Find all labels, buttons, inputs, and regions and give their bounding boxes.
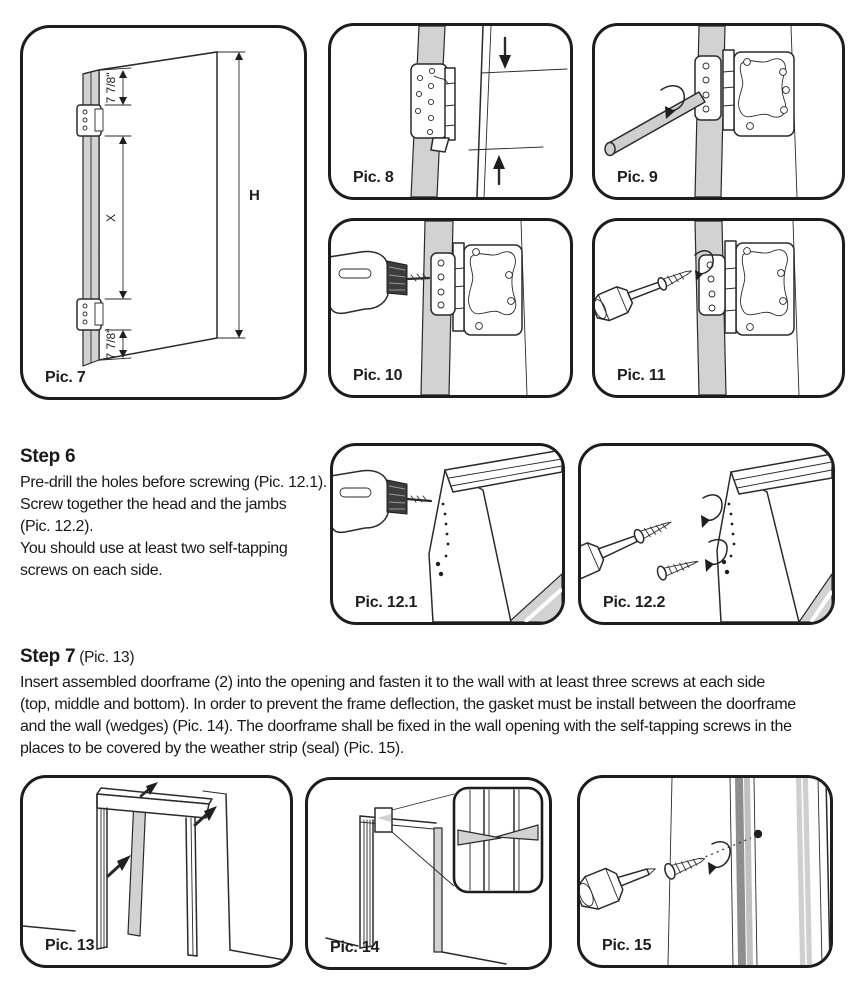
panel-pic8 — [328, 23, 573, 200]
panel-pic12-1 — [330, 443, 565, 625]
step6-line: screws on each side. — [20, 562, 163, 579]
wedge-location — [375, 808, 392, 832]
panel-pic12-2 — [578, 443, 835, 625]
step7-line: places to be covered by the weather strip (seal) (Pic. 15). — [20, 740, 404, 757]
screwdriver-icon — [580, 851, 661, 914]
step7-heading-ref: (Pic. 13) — [75, 649, 135, 666]
rotation-arrow-icon — [701, 495, 722, 528]
pic13-label: Pic. 13 — [45, 937, 95, 954]
insert-arrow-icon — [108, 855, 131, 876]
doorframe-strips — [668, 778, 830, 965]
pic14-label: Pic. 14 — [330, 939, 380, 956]
pic8-label: Pic. 8 — [353, 169, 394, 186]
wall-edge-strip — [128, 798, 146, 936]
panel-pic7 — [20, 25, 307, 400]
hinge-icon — [77, 299, 103, 330]
dim-top-label: 7 7/8" — [104, 72, 118, 104]
rotation-arrow-icon — [708, 842, 730, 875]
pic11-label: Pic. 11 — [617, 367, 666, 384]
screw-icon — [656, 555, 700, 581]
frame-corner — [429, 450, 562, 622]
step6-line: (Pic. 12.2). — [20, 518, 94, 535]
step6-section — [20, 446, 335, 582]
step6-line: Screw together the head and the jambs — [20, 496, 287, 513]
step6-heading: Step 6 — [20, 446, 76, 467]
frame-corner — [717, 454, 832, 622]
pic7-illustration — [23, 28, 304, 397]
dim-x-label: X — [104, 213, 118, 223]
drill-icon — [331, 252, 429, 314]
panel-pic14 — [305, 777, 552, 970]
panel-pic11 — [592, 218, 845, 398]
align-arrow-up-icon — [469, 147, 543, 184]
step7-heading: Step 7 (Pic. 13) — [20, 646, 135, 667]
pic7-label: Pic. 7 — [45, 369, 86, 386]
dim-height-label: H — [249, 187, 260, 204]
align-arrow-down-icon — [481, 38, 567, 73]
hinge-icon — [77, 105, 103, 136]
pic12-1-label: Pic. 12.1 — [355, 594, 418, 611]
panel-pic13 — [20, 775, 293, 968]
drill-icon — [333, 471, 431, 533]
step7-line: and the wall (wedges) (Pic. 14). The doorframe shall be fixed in the wall opening with the self-tapping screws in the — [20, 718, 792, 735]
wall-opening — [23, 791, 290, 961]
dim-bottom-label: 7 7/8" — [104, 328, 118, 360]
step6-line: Pre-drill the holes before screwing (Pic. 12.1). — [20, 474, 327, 491]
step6-line: You should use at least two self-tapping — [20, 540, 288, 557]
step7-section — [20, 646, 850, 760]
screw-hole — [754, 830, 762, 838]
wedges-callout — [454, 788, 542, 892]
panel-pic15 — [577, 775, 833, 968]
pic12-2-label: Pic. 12.2 — [603, 594, 666, 611]
screwdriver-icon — [595, 258, 697, 325]
screw-icon — [663, 851, 707, 880]
step7-line: Insert assembled doorframe (2) into the opening and fasten it to the wall with at least three screws at each side — [20, 674, 765, 691]
screwdriver-rod-icon — [605, 92, 705, 156]
step7-line: (top, middle and bottom). In order to prevent the frame deflection, the gasket must be install between the doorframe — [20, 696, 796, 713]
pic9-label: Pic. 9 — [617, 169, 658, 186]
panel-pic9 — [592, 23, 845, 200]
panel-pic10 — [328, 218, 573, 398]
pic15-label: Pic. 15 — [602, 937, 652, 954]
pic10-label: Pic. 10 — [353, 367, 403, 384]
